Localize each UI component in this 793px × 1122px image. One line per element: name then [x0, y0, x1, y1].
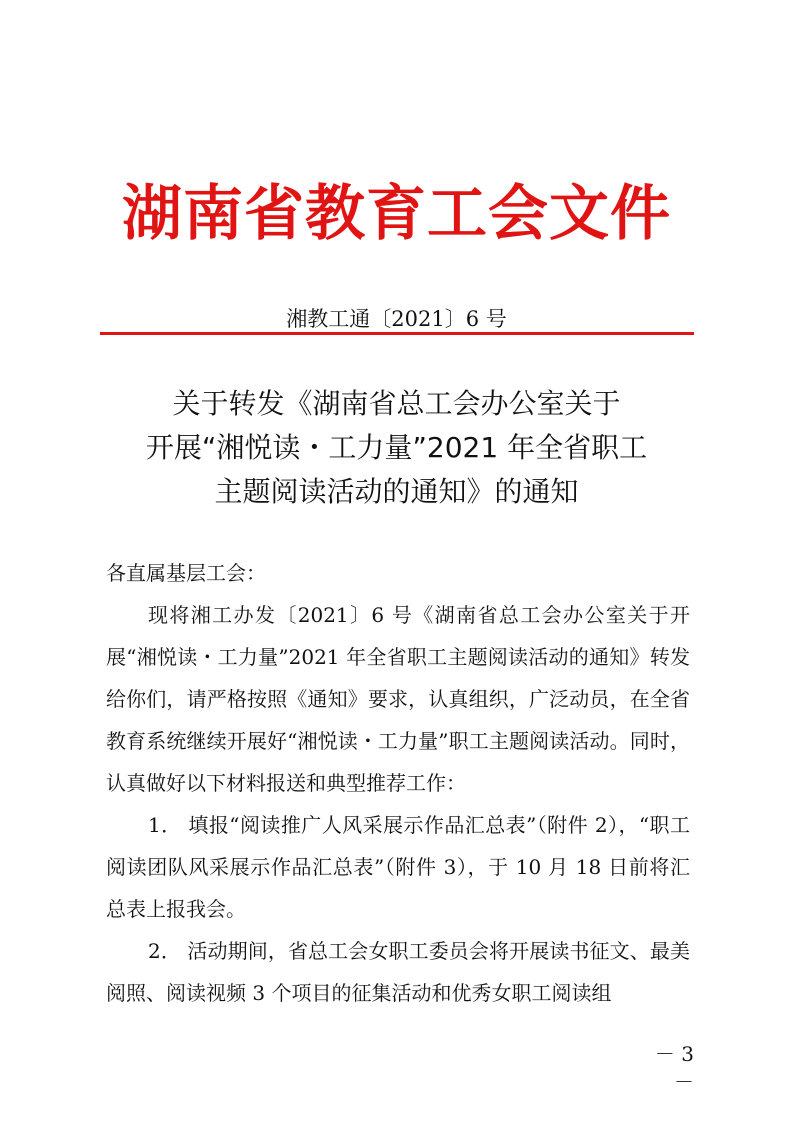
title-line: 开展“湘悦读・工力量”2021 年全省职工: [145, 431, 648, 464]
body-paragraph: 1． 填报“阅读推广人风采展示作品汇总表”（附件 2），“职工阅读团队风采展示作品汇总表”（附件 3），于 10 月 18 日前将汇总表上报我会。: [106, 813, 690, 921]
body-paragraph: 2． 活动期间，省总工会女职工委员会将开展读书征文、最美阅照、阅读视频 3 个项目的征集活动和优秀女职工阅读组: [106, 939, 690, 1005]
document-number: 湘教工通〔2021〕6 号: [286, 307, 507, 331]
page-number: － 3 －: [654, 1042, 694, 1094]
title-line: 主题阅读活动的通知》的通知: [214, 475, 579, 508]
red-divider-line: [100, 332, 694, 335]
title-line: 关于转发《湖南省总工会办公室关于: [172, 387, 621, 420]
masthead-title: 湖南省教育工会文件: [122, 179, 671, 249]
document-title: [0, 382, 793, 514]
salutation: 各直属基层工会：: [106, 561, 266, 585]
body-paragraph: 现将湘工办发〔2021〕6 号《湖南省总工会办公室关于开展“湘悦读・工力量”2021 年全省职工主题阅读活动的通知》转发给你们，请严格按照《通知》要求，认真组织，广泛动员，在全省教育系统继续开展好“湘悦读・工力量”职工主题阅读活动。同时，认真做好以下材料报送和典型推荐工作：: [106, 603, 690, 795]
document-body: [106, 552, 690, 1014]
